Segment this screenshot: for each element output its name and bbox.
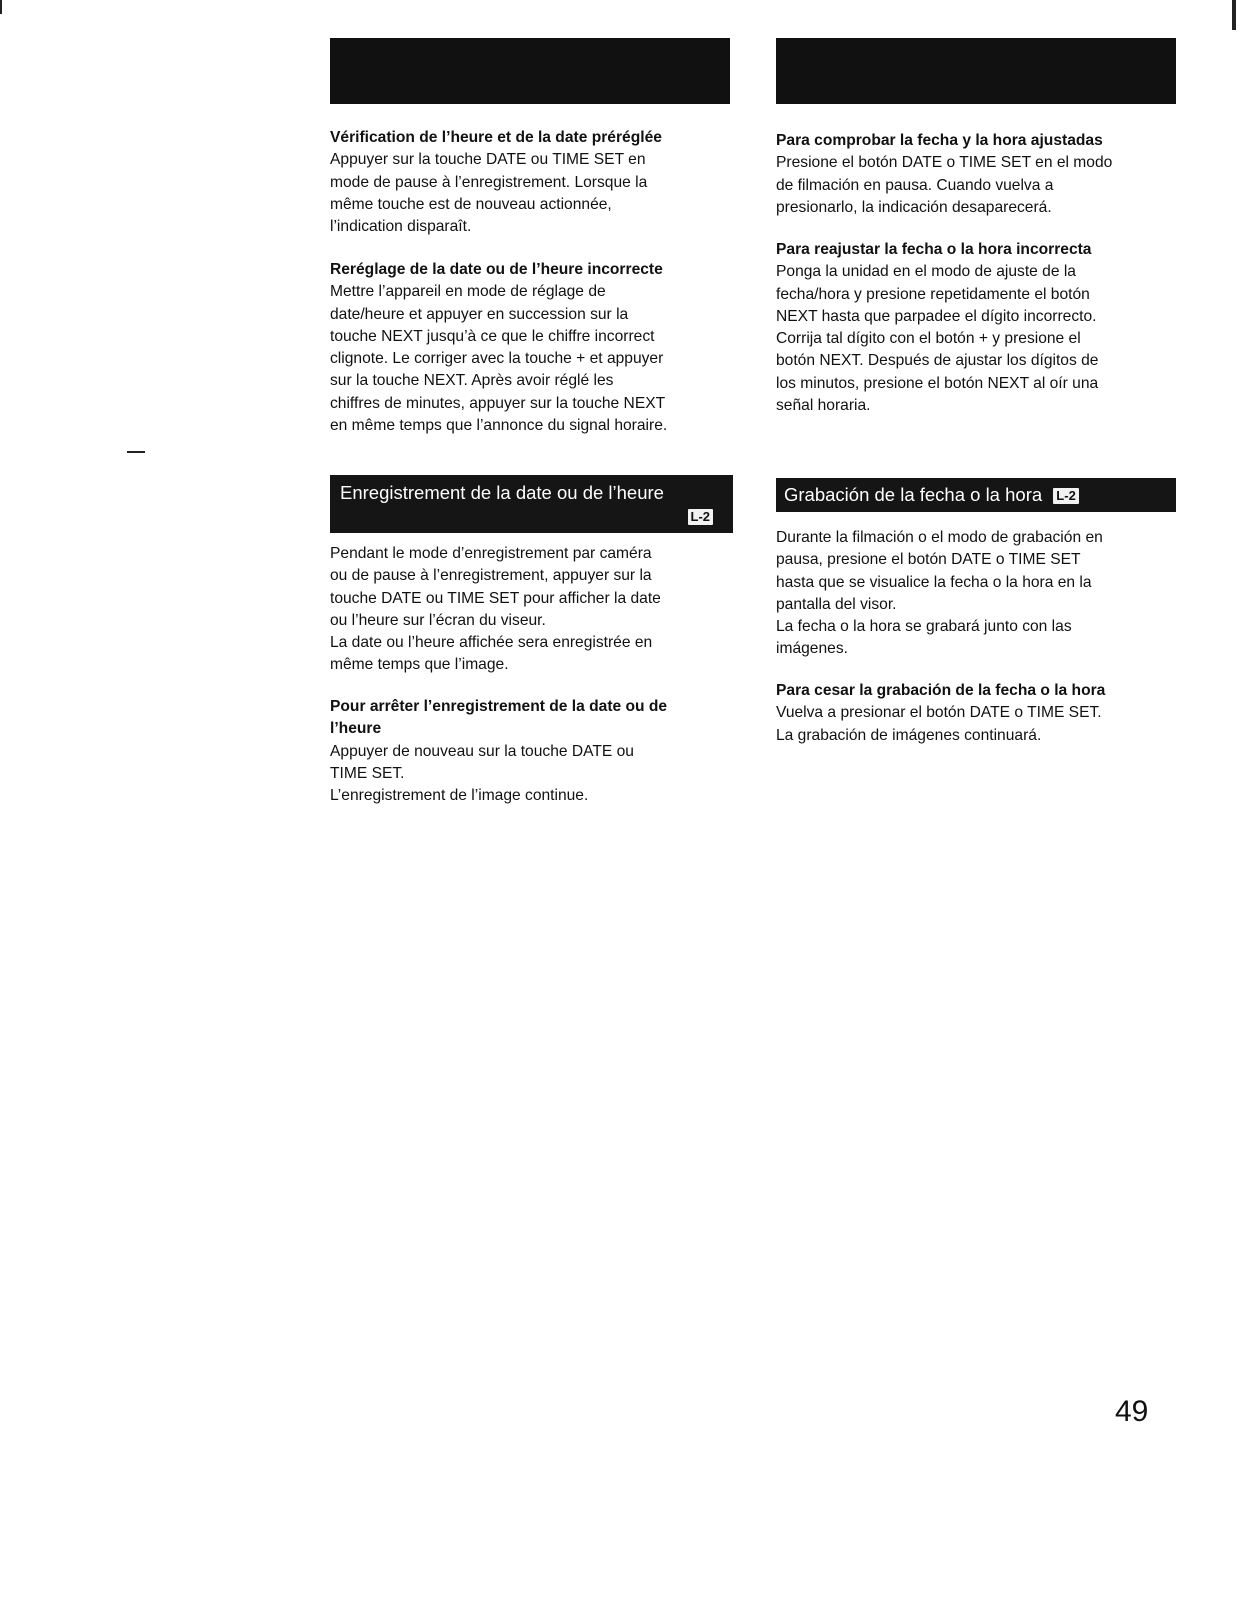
- es-cesar-heading: Para cesar la grabación de la fecha o la hora: [776, 682, 1106, 699]
- fr-section-title: Enregistrement de la date ou de l’heure: [340, 482, 664, 503]
- left-edge-mark: [0, 0, 2, 14]
- fr-enregistrement-line-6: même temps que l’image.: [330, 656, 509, 674]
- fr-reglage-block: [330, 259, 730, 437]
- es-reajustar-block: [776, 239, 1176, 417]
- right-edge-mark: [1232, 0, 1236, 30]
- fr-reglage-line-2: date/heure et appuyer en succession sur la: [330, 305, 629, 323]
- fr-enregistrement-line-5: La date ou l’heure affichée sera enregistrée en: [330, 634, 653, 652]
- fr-verification-block: [330, 127, 730, 238]
- fr-section-title-bar: [330, 475, 733, 533]
- fr-verification-heading: Vérification de l’heure et de la date préréglée: [330, 129, 662, 146]
- es-comprobar-line-1: Presione el botón DATE o TIME SET en el modo: [776, 154, 1113, 172]
- es-grabacion-line-4: pantalla del visor.: [776, 595, 897, 613]
- es-section-title-bar: [776, 478, 1176, 512]
- fr-enregistrement-line-1: Pendant le mode d’enregistrement par caméra: [330, 545, 652, 562]
- fr-enregistrement-line-4: ou l’heure sur l’écran du viseur.: [330, 611, 546, 629]
- fr-enregistrement-line-3: touche DATE ou TIME SET pour afficher la date: [330, 589, 661, 607]
- es-section-title: Grabación de la fecha o la hora: [784, 484, 1043, 505]
- fr-reglage-line-7: en même temps que l’annonce du signal horaire.: [330, 417, 668, 435]
- es-grabacion-line-5: La fecha o la hora se grabará junto con las: [776, 618, 1072, 636]
- es-grabacion-line-1: Durante la filmación o el modo de grabación en: [776, 529, 1103, 546]
- es-comprobar-heading: Para comprobar la fecha y la hora ajustadas: [776, 132, 1103, 149]
- fr-reglage-line-4: clignote. Le corriger avec la touche + et appuyer: [330, 350, 664, 368]
- fr-arreter-heading-line-2: l’heure: [330, 720, 382, 738]
- es-grabacion-line-3: hasta que se visualice la fecha o la hora en la: [776, 573, 1092, 591]
- es-grabacion-block: [776, 527, 1176, 661]
- fr-arreter-heading-line-1: Pour arrêter l’enregistrement de la date ou de: [330, 698, 668, 715]
- es-cesar-line-1: Vuelva a presionar el botón DATE o TIME SET.: [776, 704, 1102, 722]
- fr-verification-line-1: Appuyer sur la touche DATE ou TIME SET en: [330, 151, 646, 169]
- fr-enregistrement-block: [330, 543, 730, 677]
- fr-arreter-line-3: L’enregistrement de l’image continue.: [330, 787, 589, 805]
- es-reajustar-line-2: fecha/hora y presione repetidamente el botón: [776, 285, 1090, 303]
- fr-reglage-line-1: Mettre l’appareil en mode de réglage de: [330, 283, 606, 301]
- fr-verification-line-3: même touche est de nouveau actionnée,: [330, 195, 612, 213]
- es-reajustar-line-5: botón NEXT. Después de ajustar los dígitos de: [776, 352, 1099, 370]
- es-grabacion-line-2: pausa, presione el botón DATE o TIME SET: [776, 551, 1081, 569]
- es-reajustar-line-7: señal horaria.: [776, 397, 871, 415]
- fr-reglage-line-6: chiffres de minutes, appuyer sur la touche NEXT: [330, 394, 666, 412]
- fr-section-badge: L-2: [688, 509, 714, 525]
- es-reajustar-line-6: los minutos, presione el botón NEXT al oír una: [776, 374, 1099, 392]
- es-reajustar-line-3: NEXT hasta que parpadee el dígito incorrecto.: [776, 307, 1097, 325]
- es-comprobar-line-2: de filmación en pausa. Cuando vuelva a: [776, 176, 1054, 194]
- es-reajustar-line-4: Corrija tal dígito con el botón + y presione el: [776, 330, 1081, 348]
- fr-arreter-line-1: Appuyer de nouveau sur la touche DATE ou: [330, 742, 634, 760]
- fr-verification-line-4: l’indication disparaît.: [330, 218, 472, 236]
- es-comprobar-block: [776, 130, 1176, 219]
- es-section-badge: L-2: [1053, 488, 1079, 504]
- es-reajustar-heading: Para reajustar la fecha o la hora incorrecta: [776, 241, 1092, 258]
- fr-verification-line-2: mode de pause à l’enregistrement. Lorsque la: [330, 173, 648, 191]
- fr-reglage-line-5: sur la touche NEXT. Après avoir réglé les: [330, 372, 614, 390]
- fr-enregistrement-line-2: ou de pause à l’enregistrement, appuyer sur la: [330, 567, 652, 585]
- es-reajustar-line-1: Ponga la unidad en el modo de ajuste de la: [776, 263, 1076, 281]
- header-bar-spanish: [776, 38, 1176, 104]
- left-margin-dash: [127, 451, 145, 453]
- fr-arreter-line-2: TIME SET.: [330, 764, 405, 782]
- es-cesar-line-2: La grabación de imágenes continuará.: [776, 726, 1042, 744]
- fr-reglage-line-3: touche NEXT jusqu’à ce que le chiffre incorrect: [330, 327, 655, 345]
- header-bar-french: [330, 38, 730, 104]
- es-grabacion-line-6: imágenes.: [776, 640, 848, 658]
- fr-arreter-block: [330, 696, 730, 807]
- es-cesar-block: [776, 680, 1176, 747]
- fr-reglage-heading: Reréglage de la date ou de l’heure incorrecte: [330, 261, 663, 278]
- page-number: 49: [1115, 1395, 1149, 1428]
- es-comprobar-line-3: presionarlo, la indicación desaparecerá.: [776, 198, 1052, 216]
